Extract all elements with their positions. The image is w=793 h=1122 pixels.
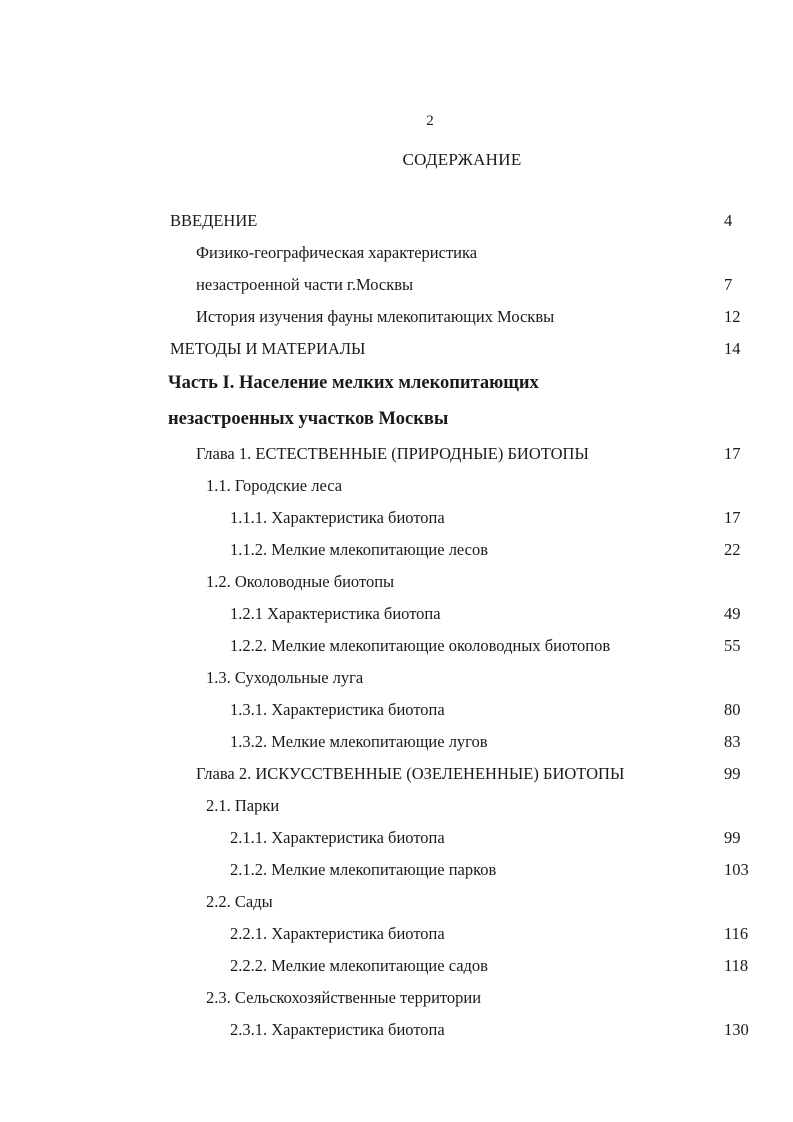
toc-entry-text: 1.3.2. Мелкие млекопитающие лугов bbox=[230, 732, 488, 751]
toc-entry bbox=[0, 858, 793, 882]
toc-entry-page: 130 bbox=[724, 1020, 749, 1039]
toc-entry-page: 118 bbox=[724, 956, 749, 975]
page-number: 2 bbox=[426, 113, 434, 129]
toc-title: СОДЕРЖАНИЕ bbox=[402, 150, 522, 169]
toc-entry bbox=[0, 826, 793, 850]
toc-entry-page: 14 bbox=[724, 339, 741, 358]
toc-entry-text: 2.3.1. Характеристика биотопа bbox=[230, 1020, 445, 1039]
toc-entry-text: 2.2.1. Характеристика биотопа bbox=[230, 924, 445, 943]
toc-entry bbox=[0, 241, 793, 265]
toc-entry-page: 116 bbox=[724, 924, 749, 943]
toc-entry-text: История изучения фауны млекопитающих Москвы bbox=[196, 307, 555, 326]
toc-entry-text: 2.2.2. Мелкие млекопитающие садов bbox=[230, 956, 488, 975]
toc-entry-text: незастроенных участков Москвы bbox=[168, 409, 449, 429]
toc-entry-page: 103 bbox=[724, 860, 749, 879]
toc-entry-page: 55 bbox=[724, 636, 741, 655]
toc-entry bbox=[0, 538, 793, 562]
toc-part-heading bbox=[0, 407, 793, 431]
toc-entry-text: 1.1.2. Мелкие млекопитающие лесов bbox=[230, 540, 489, 559]
toc-entry bbox=[0, 762, 793, 786]
toc-entry-text: 2.1.1. Характеристика биотопа bbox=[230, 828, 445, 847]
toc-entry bbox=[0, 634, 793, 658]
toc-entry-text: незастроенной части г.Москвы bbox=[196, 275, 414, 294]
toc-entry-page: 80 bbox=[724, 700, 741, 719]
toc-entry-text: 1.1. Городские леса bbox=[206, 476, 343, 495]
toc-entry-text: 1.3. Суходольные луга bbox=[206, 668, 364, 687]
toc-entry bbox=[0, 986, 793, 1010]
toc-entry bbox=[0, 442, 793, 466]
toc-entry-text: 1.3.1. Характеристика биотопа bbox=[230, 700, 445, 719]
toc-entry-text: 1.1.1. Характеристика биотопа bbox=[230, 508, 445, 527]
toc-entry-page: 83 bbox=[724, 732, 741, 751]
toc-entry-text: 1.2.1 Характеристика биотопа bbox=[230, 604, 441, 623]
toc-entry-page: 4 bbox=[724, 211, 733, 230]
toc-entry-page: 49 bbox=[724, 604, 741, 623]
toc-entry-page: 22 bbox=[724, 540, 741, 559]
toc-entry bbox=[0, 602, 793, 626]
toc-entry-text: МЕТОДЫ И МАТЕРИАЛЫ bbox=[170, 339, 366, 358]
toc-entry-text: ВВЕДЕНИЕ bbox=[170, 211, 258, 230]
toc-entry bbox=[0, 794, 793, 818]
toc-entry-text: 2.1.2. Мелкие млекопитающие парков bbox=[230, 860, 497, 879]
toc-entry bbox=[0, 570, 793, 594]
toc-entry-text: 2.1. Парки bbox=[206, 796, 280, 815]
toc-entry bbox=[0, 337, 793, 361]
toc-entry-text: Часть I. Население мелких млекопитающих bbox=[168, 373, 539, 393]
toc-entry-text: 2.3. Сельскохозяйственные территории bbox=[206, 988, 482, 1007]
toc-entry bbox=[0, 666, 793, 690]
toc-entry-page: 17 bbox=[724, 508, 741, 527]
toc-entry-text: Физико-географическая характеристика bbox=[196, 243, 478, 262]
toc-entry bbox=[0, 1018, 793, 1042]
toc-entry-text: Глава 1. ЕСТЕСТВЕННЫЕ (ПРИРОДНЫЕ) БИОТОПЫ bbox=[196, 444, 589, 463]
toc-entry bbox=[0, 922, 793, 946]
toc-entry-text: 2.2. Сады bbox=[206, 892, 273, 911]
toc-entry-page: 99 bbox=[724, 764, 741, 783]
toc-entry-page: 99 bbox=[724, 828, 741, 847]
toc-entry bbox=[0, 730, 793, 754]
toc-entry-text: 1.2.2. Мелкие млекопитающие околоводных биотопов bbox=[230, 636, 611, 655]
toc-entry-text: Глава 2. ИСКУССТВЕННЫЕ (ОЗЕЛЕНЕННЫЕ) БИОТОПЫ bbox=[196, 764, 625, 783]
toc-entry bbox=[0, 305, 793, 329]
toc-entry bbox=[0, 474, 793, 498]
toc-entry bbox=[0, 698, 793, 722]
toc-entry bbox=[0, 954, 793, 978]
toc-entry bbox=[0, 273, 793, 297]
toc-entry bbox=[0, 890, 793, 914]
toc-entry bbox=[0, 209, 793, 233]
toc-entry bbox=[0, 506, 793, 530]
toc-entry-page: 12 bbox=[724, 307, 741, 326]
toc-entry-page: 17 bbox=[724, 444, 741, 463]
toc-entry-text: 1.2. Околоводные биотопы bbox=[206, 572, 395, 591]
toc-part-heading bbox=[0, 371, 793, 395]
toc-entry-page: 7 bbox=[724, 275, 733, 294]
